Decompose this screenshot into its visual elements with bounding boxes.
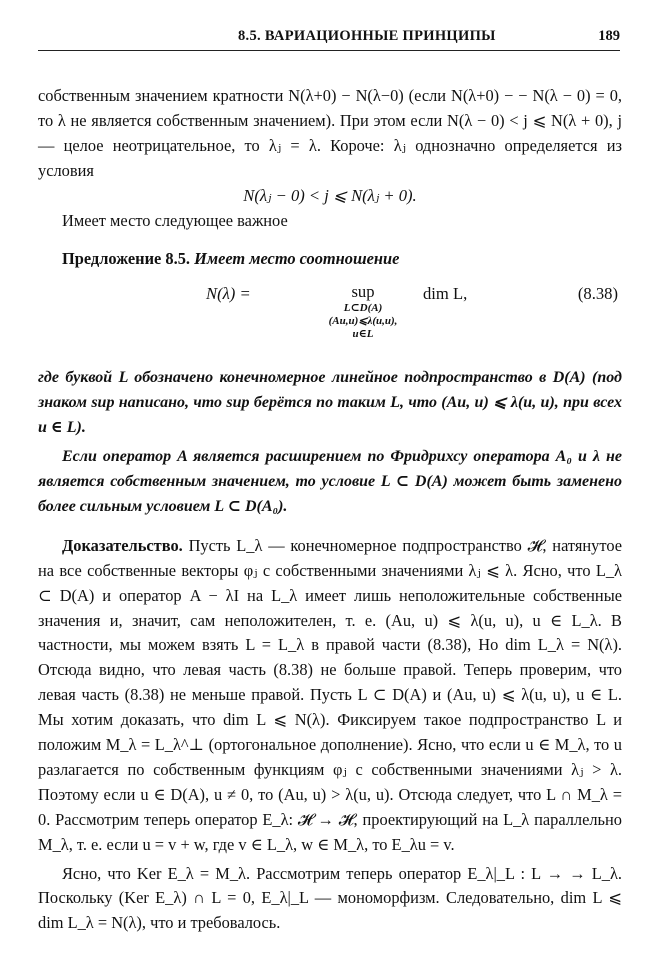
- sup-condition-3: u∈L: [352, 328, 374, 341]
- page-header: [38, 26, 620, 51]
- equation-number: (8.38): [577, 284, 618, 304]
- proposition-text: Имеет место соотношение: [194, 249, 400, 269]
- equation-lhs: N(λ) =: [206, 284, 251, 304]
- page-number: 189: [598, 28, 620, 44]
- equation-rhs: dim L,: [423, 284, 468, 304]
- paragraph-intro: Имеет место следующее важное: [62, 210, 288, 230]
- proposition-label: Предложение 8.5.: [62, 249, 190, 269]
- sup-symbol: sup: [351, 282, 375, 302]
- inline-display-formula: N(λⱼ − 0) < j ⩽ N(λⱼ + 0).: [243, 185, 417, 205]
- paragraph-continuation: собственным значением кратности N(λ+0) − N(λ−0) (если N(λ+0) − − N(λ − 0) = 0, то λ не является собственным значением). При этом если N(λ − 0) < j ⩽ N(λ + 0), j — целое неотрицательное, то λⱼ = λ. Короче: λⱼ однозначно определяется из условия: [38, 86, 622, 180]
- proposition-heading: [38, 247, 622, 272]
- proposition-statement-2: Если оператор A является расширением по Фридрихсу оператора A₀ и λ не является собственным значением, то условие L ⊂ D(A) может быть заменено более сильным условием L ⊂ D(A₀).: [38, 448, 622, 515]
- proposition-statement-1: где буквой L обозначено конечномерное линейное подпространство в D(A) (под знаком sup написано, что sup берётся по таким L, что (Au, u) ⩽ λ(u, u), при всех u ∈ L).: [38, 369, 622, 437]
- running-title: 8.5. ВАРИАЦИОННЫЕ ПРИНЦИПЫ: [238, 28, 496, 44]
- proof-label: Доказательство.: [62, 535, 183, 555]
- sup-condition-1: L⊂D(A): [343, 302, 383, 315]
- sup-condition-2: (Au,u)⩽λ(u,u),: [328, 315, 398, 328]
- equation-8-38: [38, 282, 622, 356]
- proof-text: Пусть L_λ — конечномерное подпространство 𝓗, натянутое на все собственные векторы φⱼ с собственными значениями λⱼ ⩽ λ. Ясно, что L_λ ⊂ D(A) и оператор A − λI на L_λ имеет лишь неположительные собственные значения и, значит, сам неположителен, т. е. (Au, u) ⩽ λ(u, u), u ∈ L_λ. В частности, мы можем взять L = L_λ в правой части (8.38), Но dim L_λ = N(λ). Отсюда видно, что левая часть (8.38) не больше правой. Теперь проверим, что левая часть (8.38) не меньше правой. Пусть L ⊂ D(A) и (Au, u) ⩽ λ(u, u), u ∈ L. Мы хотим доказать, что dim L ⩽ N(λ). Фиксируем такое подпространство L и положим M_λ = L_λ^⊥ (ортогональное дополнение). Ясно, что если u ∈ M_λ, то u разлагается по собственным функциям φⱼ с собственными значениями λⱼ > λ. Поэтому если u ∈ D(A), u ≠ 0, то (Au, u) > λ(u, u). Отсюда следует, что L ∩ M_λ = 0. Рассмотрим теперь оператор E_λ: 𝓗 → 𝓗, проектирующий на L_λ параллельно M_λ, т. е. если u = v + w, где v ∈ L_λ, w ∈ M_λ, то E_λu = v.: [38, 535, 622, 854]
- proof-paragraph: [38, 534, 622, 858]
- equation-sup-operator: [308, 282, 418, 341]
- paragraph-final: Ясно, что Ker E_λ = M_λ. Рассмотрим теперь оператор E_λ|_L : L → → L_λ. Поскольку (Ker E_λ) ∩ L = 0, E_λ|_L — мономорфизм. Следовательно, dim L ⩽ dim L_λ = N(λ), что и требовалось.: [38, 863, 622, 933]
- page-body: [38, 84, 622, 936]
